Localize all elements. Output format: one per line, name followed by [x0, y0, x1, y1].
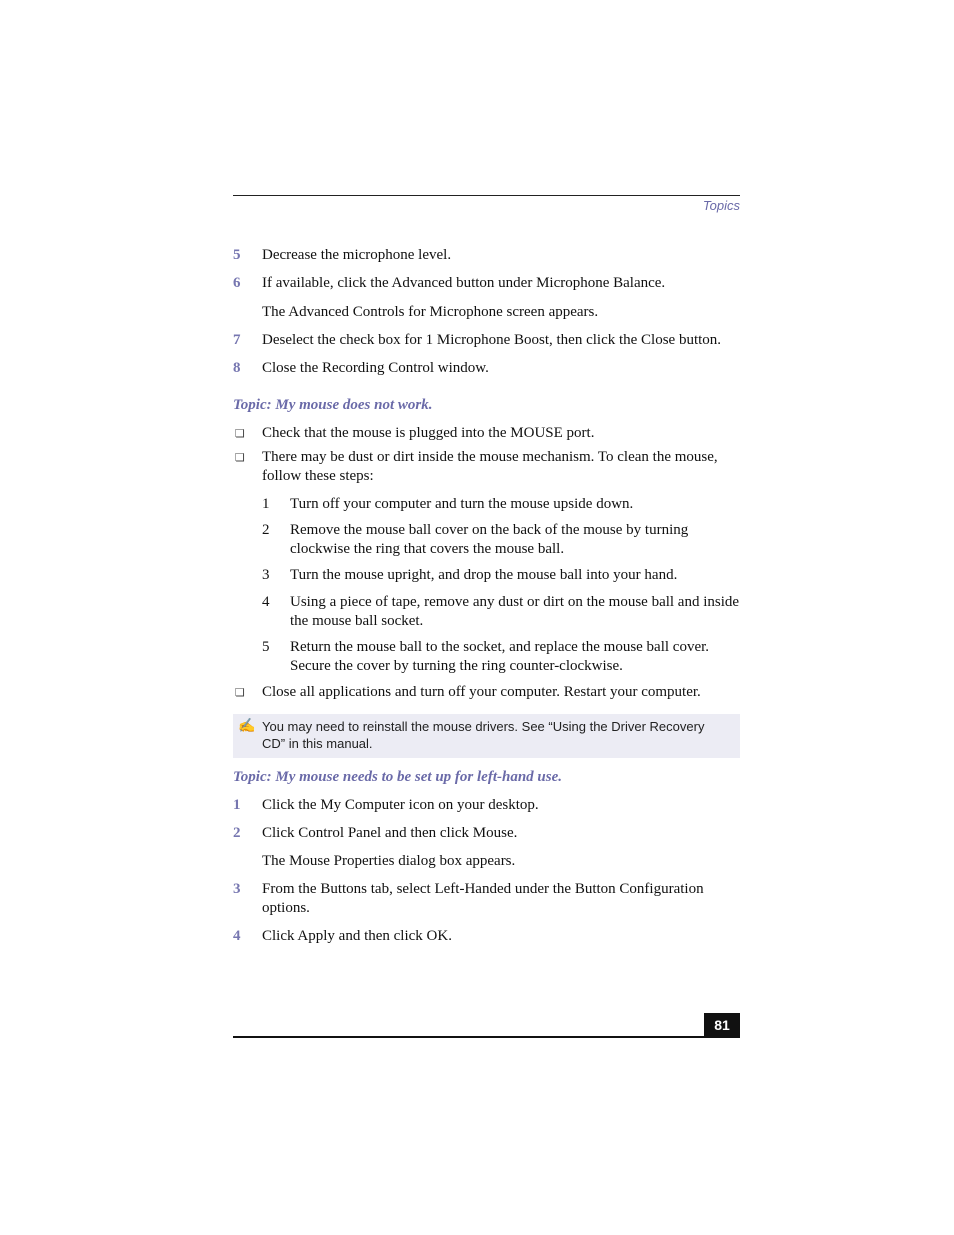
sub-step-text: Turn the mouse upright, and drop the mouse ball into your hand. [290, 567, 678, 583]
sub-step-text: Return the mouse ball to the socket, and replace the mouse ball cover. Secure the cover by turning the ring counter-clockwise. [290, 639, 710, 674]
sub-step-number: 1 [262, 496, 270, 512]
checkbox-bullet-icon: ❏ [235, 686, 245, 699]
bullet-item [233, 448, 740, 486]
step [233, 359, 740, 378]
step-text: Decrease the microphone level. [262, 247, 452, 263]
bullet-text: Check that the mouse is plugged into the MOUSE port. [262, 425, 595, 441]
topic-heading: Topic: My mouse does not work. [233, 397, 433, 413]
note-text: You may need to reinstall the mouse drivers. See “Using the Driver Recovery CD” in this manual. [262, 719, 705, 751]
checkbox-bullet-icon: ❏ [235, 451, 245, 464]
step-text: Close the Recording Control window. [262, 360, 489, 376]
header-rule [233, 195, 740, 196]
step-text: From the Buttons tab, select Left-Handed under the Button Configuration options. [262, 881, 704, 916]
sub-step-text: Using a piece of tape, remove any dust or dirt on the mouse ball and inside the mouse ball socket. [290, 594, 740, 629]
step [233, 331, 740, 350]
step-text: Deselect the check box for 1 Microphone Boost, then click the Close button. [262, 332, 722, 348]
step [233, 274, 740, 293]
sub-step-text: Turn off your computer and turn the mouse upside down. [290, 496, 634, 512]
page-number: 81 [704, 1013, 740, 1037]
sub-step-number: 2 [262, 522, 270, 538]
step-number: 8 [233, 360, 241, 376]
step-number: 6 [233, 275, 241, 291]
sub-step-number: 5 [262, 639, 270, 655]
bullet-item [233, 424, 740, 443]
step [233, 927, 740, 946]
sub-step [233, 495, 740, 514]
sub-step [233, 593, 740, 631]
step [233, 880, 740, 918]
step-result [233, 852, 740, 871]
page-content [233, 246, 740, 946]
step-number: 1 [233, 797, 241, 813]
sub-step-number: 3 [262, 567, 270, 583]
step-text: The Mouse Properties dialog box appears. [262, 853, 516, 869]
note-box [233, 714, 740, 758]
step-text: The Advanced Controls for Microphone screen appears. [262, 304, 599, 320]
step-text: Click Apply and then click OK. [262, 928, 452, 944]
bullet-text: There may be dust or dirt inside the mouse mechanism. To clean the mouse, follow these steps: [262, 449, 718, 484]
sub-step-number: 4 [262, 594, 270, 610]
step-text: If available, click the Advanced button under Microphone Balance. [262, 275, 666, 291]
topics-link[interactable]: Topics [702, 198, 740, 213]
sub-step [233, 638, 740, 676]
step-number: 2 [233, 825, 241, 841]
step-number: 3 [233, 881, 241, 897]
sub-step [233, 521, 740, 559]
pencil-note-icon: ✍ [238, 717, 256, 733]
topic-heading: Topic: My mouse needs to be set up for left-hand use. [233, 769, 563, 785]
step-number: 7 [233, 332, 241, 348]
step-text: Click Control Panel and then click Mouse. [262, 825, 518, 841]
step-number: 4 [233, 928, 241, 944]
step [233, 796, 740, 815]
step [233, 824, 740, 843]
step-result [233, 303, 740, 322]
sub-step [233, 566, 740, 585]
bullet-item [233, 683, 740, 702]
sub-step-text: Remove the mouse ball cover on the back of the mouse by turning clockwise the ring that covers the mouse ball. [290, 522, 689, 557]
step [233, 246, 740, 265]
step-text: Click the My Computer icon on your desktop. [262, 797, 539, 813]
step-number: 5 [233, 247, 241, 263]
bullet-text: Close all applications and turn off your computer. Restart your computer. [262, 684, 701, 700]
checkbox-bullet-icon: ❏ [235, 427, 245, 440]
footer-rule [233, 1036, 740, 1038]
